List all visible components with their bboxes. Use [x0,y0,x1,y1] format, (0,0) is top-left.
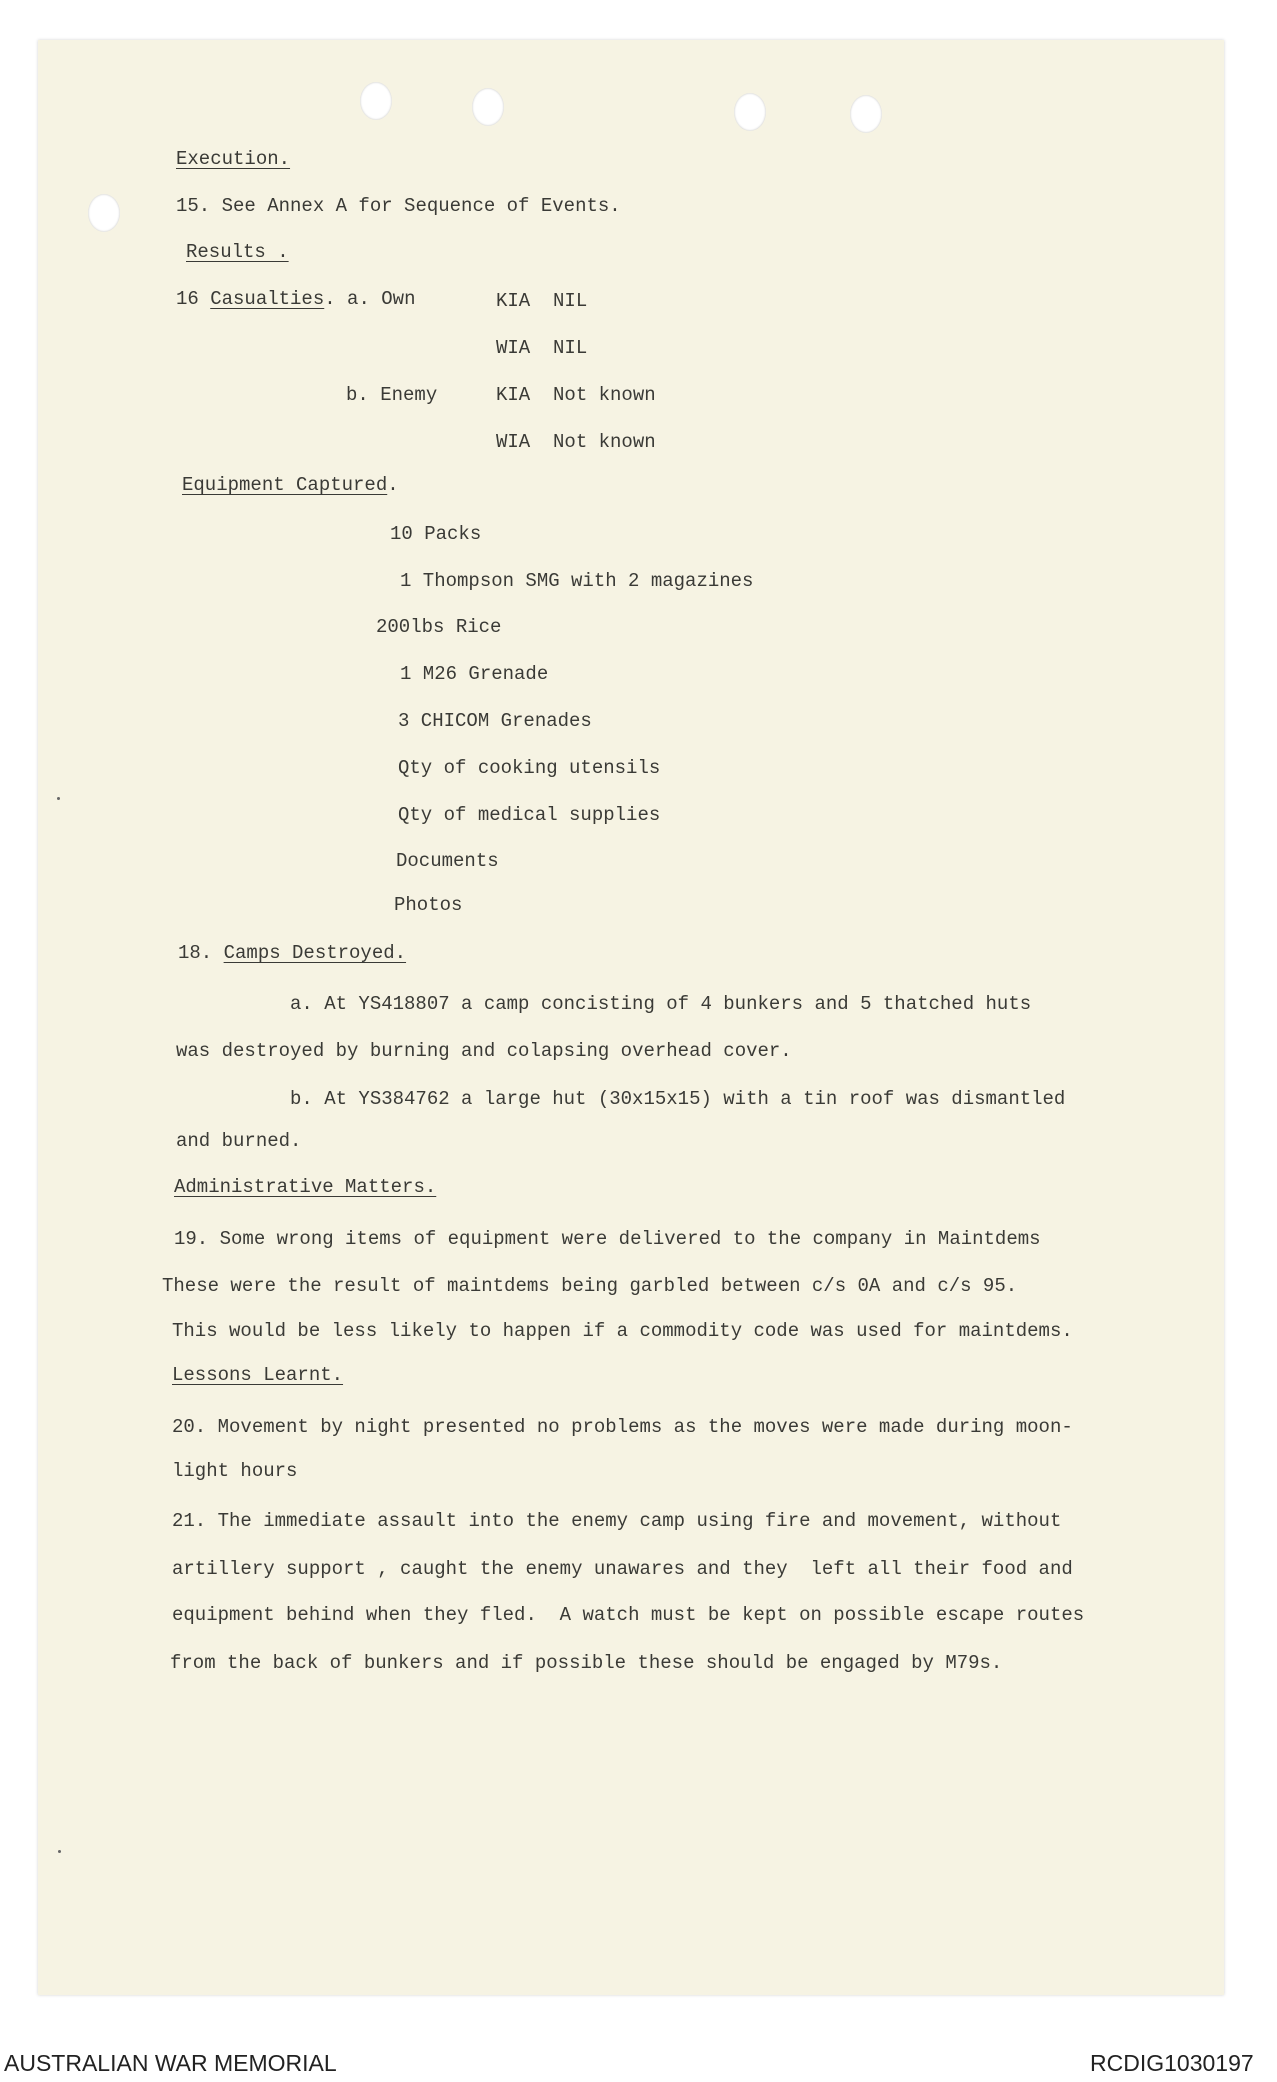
equipment-item: Qty of medical supplies [398,804,661,826]
casualties-line [176,288,415,310]
document-page [38,40,1224,1995]
admin-line3: This would be less likely to happen if a commodity code was used for maintdems. [172,1320,1073,1342]
item-20-line2: light hours [172,1460,298,1482]
footer-record-id: RCDIG1030197 [1090,2050,1254,2076]
equipment-heading-suffix: . [387,474,399,496]
camps-b-line1: b. At YS384762 a large hut (30x15x15) with a tin roof was dismantled [290,1088,1066,1110]
enemy-label: b. Enemy [346,384,438,406]
equipment-item: 1 M26 Grenade [400,663,549,685]
equipment-item: 10 Packs [390,523,482,545]
punch-hole [360,82,392,120]
casualties-prefix: 16 [176,288,211,310]
punch-hole [88,194,120,232]
punch-hole [850,95,882,133]
punch-hole [734,93,766,131]
equipment-item: Documents [396,850,499,872]
punch-hole [472,88,504,126]
admin-heading: Administrative Matters. [174,1176,437,1198]
footer-institution: AUSTRALIAN WAR MEMORIAL [4,2050,337,2076]
paper-speck [58,1850,61,1853]
camps-a-line1: a. At YS418807 a camp concisting of 4 bunkers and 5 thatched huts [290,993,1032,1015]
camps-a-line2: was destroyed by burning and colapsing overhead cover. [176,1040,792,1062]
equipment-heading: Equipment Captured [182,474,388,496]
equipment-item: 200lbs Rice [376,616,502,638]
own-wia: WIA NIL [496,337,588,359]
enemy-kia: KIA Not known [496,384,656,406]
equipment-item: Photos [394,894,463,916]
equipment-item: 3 CHICOM Grenades [398,710,592,732]
lessons-heading: Lessons Learnt. [172,1364,344,1386]
item-15: 15. See Annex A for Sequence of Events. [176,195,621,217]
camps-heading-line [178,942,406,964]
admin-line2: These were the result of maintdems being garbled between c/s 0A and c/s 95. [162,1275,1018,1297]
camps-prefix: 18. [178,942,224,964]
equipment-item: 1 Thompson SMG with 2 magazines [400,570,754,592]
execution-heading: Execution. [176,148,291,170]
item-21-line1: 21. The immediate assault into the enemy camp using fire and movement, without [172,1510,1062,1532]
enemy-wia: WIA Not known [496,431,656,453]
admin-line1: 19. Some wrong items of equipment were delivered to the company in Maintdems [174,1228,1041,1250]
item-21-line3: equipment behind when they fled. A watch must be kept on possible escape routes [172,1604,1085,1626]
equipment-item: Qty of cooking utensils [398,757,661,779]
item-21-line4: from the back of bunkers and if possible these should be engaged by M79s. [170,1652,1003,1674]
camps-b-line2: and burned. [176,1130,302,1152]
own-label: . a. Own [324,288,416,310]
casualties-label: Casualties [210,288,325,310]
item-21-line2: artillery support , caught the enemy unawares and they left all their food and [172,1558,1073,1580]
results-heading: Results . [186,241,289,263]
item-20-line1: 20. Movement by night presented no problems as the moves were made during moon- [172,1416,1073,1438]
own-kia: KIA NIL [496,290,588,312]
camps-heading: Camps Destroyed. [223,942,407,964]
paper-speck [57,797,60,800]
equipment-heading-line [182,474,399,496]
